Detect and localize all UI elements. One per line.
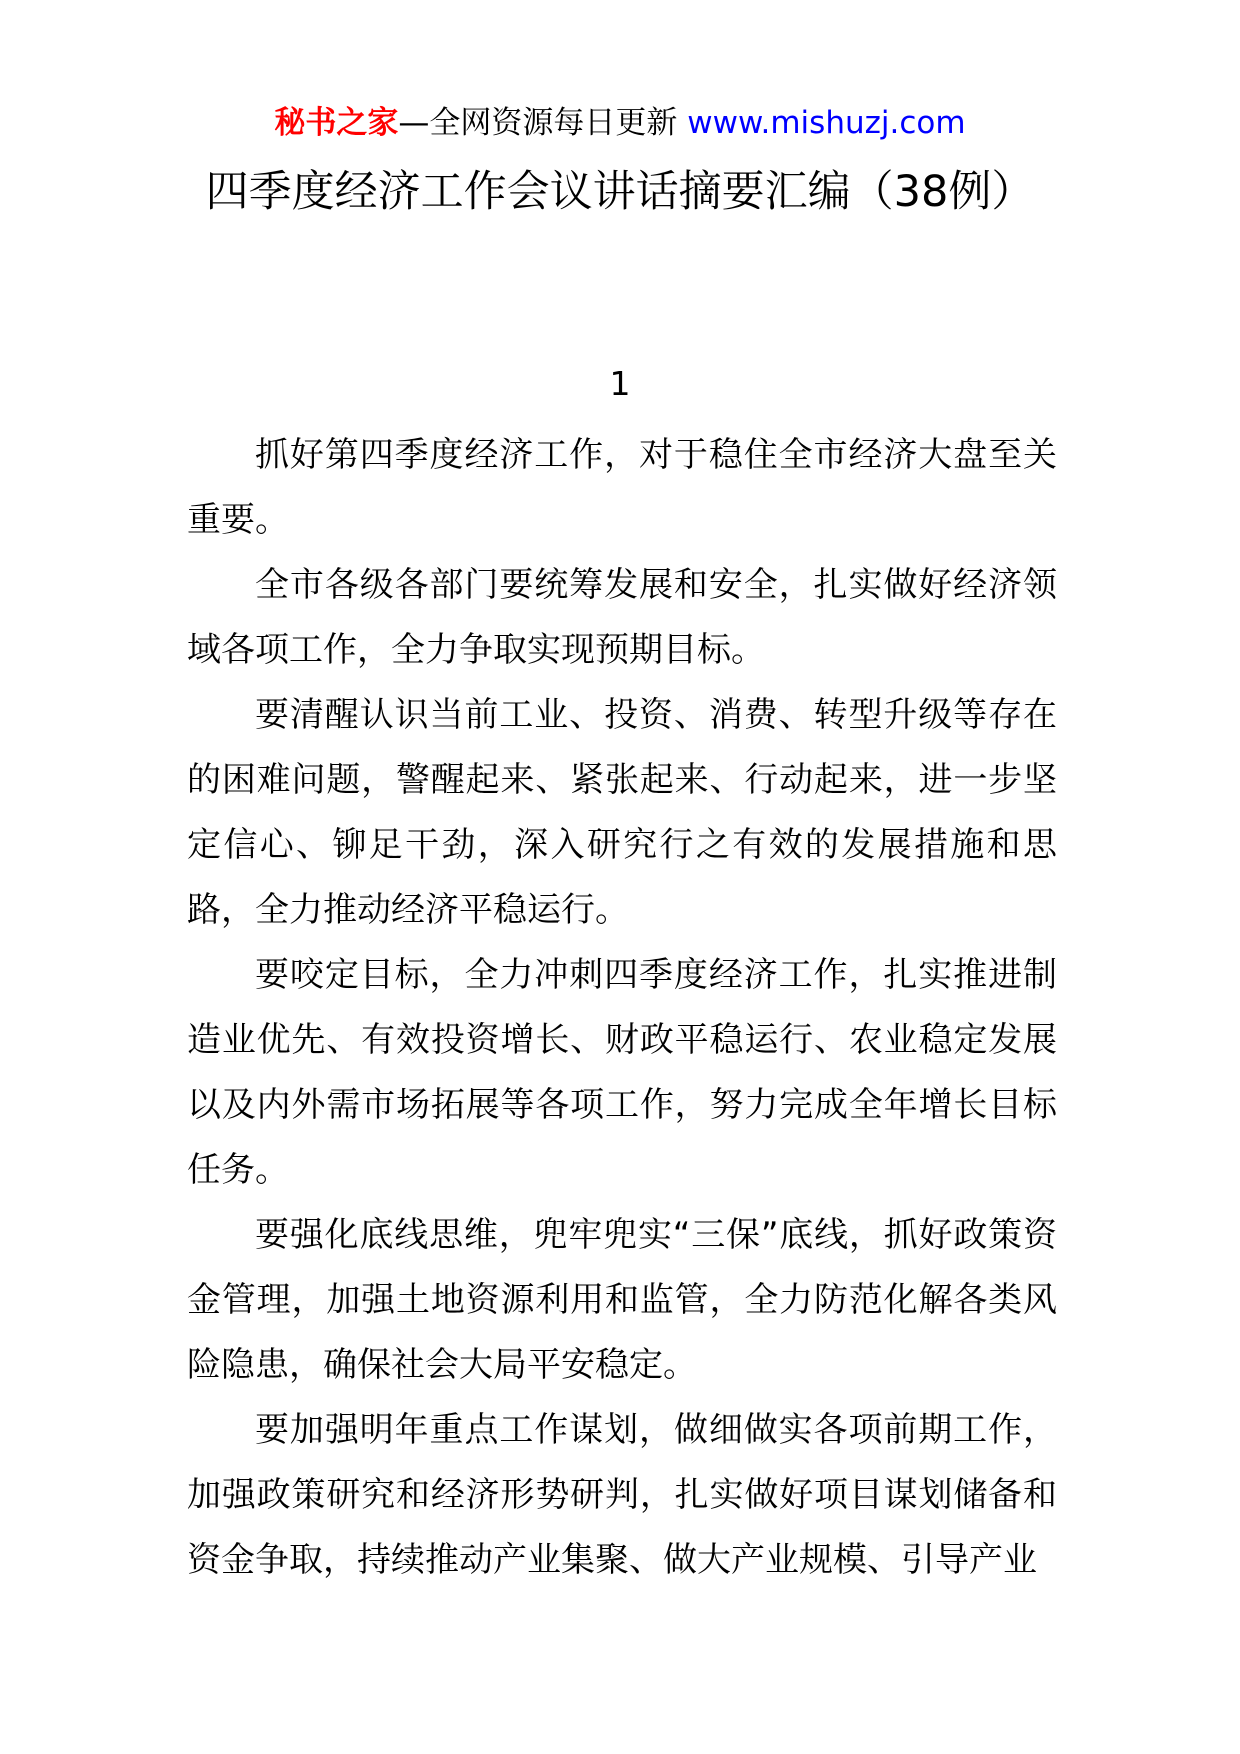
brand-slogan: —全网资源每日更新 <box>398 105 688 141</box>
paragraph: 要加强明年重点工作谋划，做细做实各项前期工作，加强政策研究和经济形势研判，扎实做好项目谋划储备和资金争取，持续推动产业集聚、做大产业规模、引导产业 <box>187 1410 1057 1580</box>
paragraph: 要强化底线思维，兜牢兜实“三保”底线，抓好政策资金管理，加强土地资源利用和监管，全力防范化解各类风险隐患，确保社会大局平安稳定。 <box>187 1215 1057 1385</box>
paragraph: 要咬定目标，全力冲刺四季度经济工作，扎实推进制造业优先、有效投资增长、财政平稳运行、农业稳定发展以及内外需市场拓展等各项工作，努力完成全年增长目标任务。 <box>187 955 1057 1190</box>
watermark-banner <box>0 100 1240 146</box>
brand-name: 秘书之家 <box>274 105 399 141</box>
section-number: 1 <box>609 364 631 403</box>
brand-url-link[interactable]: www.mishuzj.com <box>687 105 966 141</box>
paragraph: 抓好第四季度经济工作，对于稳住全市经济大盘至关重要。 <box>187 435 1057 540</box>
paragraph: 全市各级各部门要统筹发展和安全，扎实做好经济领域各项工作，全力争取实现预期目标。 <box>187 565 1057 670</box>
document-title: 四季度经济工作会议讲话摘要汇编（38例） <box>205 167 1035 217</box>
document-body <box>187 423 1057 1593</box>
paragraph: 要清醒认识当前工业、投资、消费、转型升级等存在的困难问题，警醒起来、紧张起来、行动起来，进一步坚定信心、铆足干劲，深入研究行之有效的发展措施和思路，全力推动经济平稳运行。 <box>187 695 1057 930</box>
